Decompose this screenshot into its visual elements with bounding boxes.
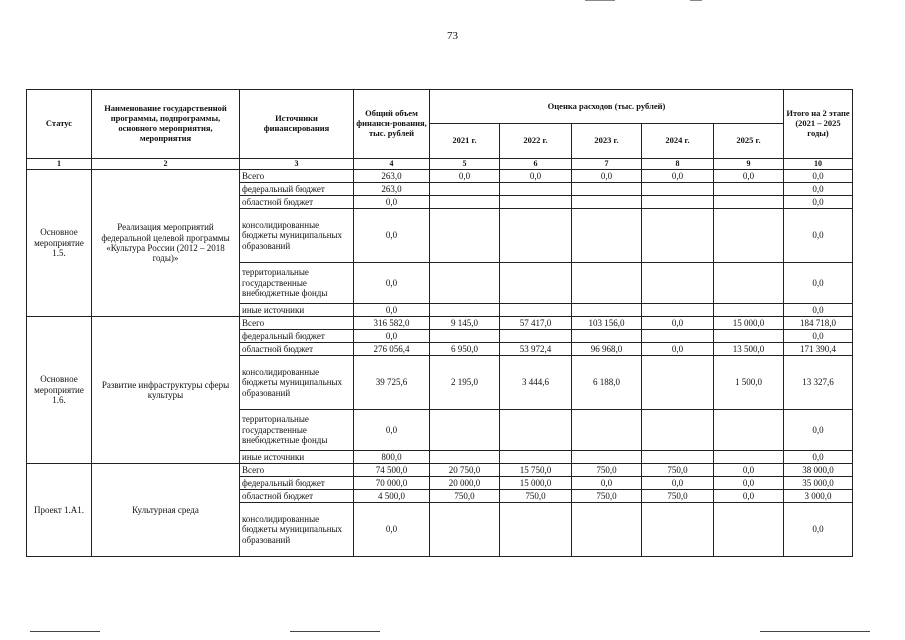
scan-mark — [760, 631, 870, 632]
year-value-cell: 750,0 — [572, 464, 642, 477]
column-number: 6 — [500, 159, 572, 170]
year-value-cell — [714, 304, 784, 317]
itogo-cell: 0,0 — [784, 330, 853, 343]
source-cell: территориальные государственные внебюджетные фонды — [240, 263, 354, 304]
scan-mark — [290, 631, 380, 632]
year-value-cell — [500, 503, 572, 557]
column-number: 4 — [354, 159, 430, 170]
total-cell: 4 500,0 — [354, 490, 430, 503]
year-value-cell — [430, 410, 500, 451]
year-value-cell — [642, 304, 714, 317]
total-cell: 0,0 — [354, 304, 430, 317]
source-cell: территориальные государственные внебюджетные фонды — [240, 410, 354, 451]
header-total: Общий объем финанси-рования, тыс. рублей — [354, 90, 430, 159]
year-value-cell: 750,0 — [572, 490, 642, 503]
year-value-cell — [572, 304, 642, 317]
total-cell: 263,0 — [354, 183, 430, 196]
column-number: 5 — [430, 159, 500, 170]
year-value-cell — [642, 183, 714, 196]
year-value-cell: 750,0 — [642, 464, 714, 477]
year-value-cell — [572, 183, 642, 196]
column-number: 7 — [572, 159, 642, 170]
year-value-cell — [642, 196, 714, 209]
year-value-cell: 15 750,0 — [500, 464, 572, 477]
year-value-cell — [642, 356, 714, 410]
itogo-cell: 0,0 — [784, 263, 853, 304]
source-cell: областной бюджет — [240, 343, 354, 356]
year-value-cell — [714, 209, 784, 263]
source-cell: иные источники — [240, 304, 354, 317]
year-value-cell — [642, 410, 714, 451]
year-value-cell: 750,0 — [500, 490, 572, 503]
scan-mark — [30, 631, 100, 632]
year-value-cell — [500, 410, 572, 451]
budget-table — [26, 89, 853, 557]
year-value-cell — [500, 263, 572, 304]
table-row — [27, 317, 853, 330]
year-value-cell: 0,0 — [642, 317, 714, 330]
itogo-cell: 13 327,6 — [784, 356, 853, 410]
status-cell: Проект 1.А1. — [27, 464, 92, 557]
year-value-cell: 13 500,0 — [714, 343, 784, 356]
year-value-cell: 20 750,0 — [430, 464, 500, 477]
source-cell: областной бюджет — [240, 196, 354, 209]
itogo-cell: 0,0 — [784, 503, 853, 557]
total-cell: 800,0 — [354, 451, 430, 464]
status-cell: Основное мероприятие 1.6. — [27, 317, 92, 464]
header-status: Статус — [27, 90, 92, 159]
year-value-cell: 0,0 — [642, 477, 714, 490]
total-cell: 0,0 — [354, 263, 430, 304]
header-estimate: Оценка расходов (тыс. рублей) — [430, 90, 784, 124]
total-cell: 316 582,0 — [354, 317, 430, 330]
itogo-cell: 0,0 — [784, 451, 853, 464]
source-cell: Всего — [240, 317, 354, 330]
total-cell: 0,0 — [354, 503, 430, 557]
source-cell: консолидированные бюджеты муниципальных образований — [240, 503, 354, 557]
year-value-cell — [430, 183, 500, 196]
year-value-cell: 53 972,4 — [500, 343, 572, 356]
source-cell: Всего — [240, 464, 354, 477]
year-value-cell — [572, 410, 642, 451]
year-value-cell — [500, 451, 572, 464]
column-number: 3 — [240, 159, 354, 170]
year-value-cell: 15 000,0 — [500, 477, 572, 490]
header-year: 2025 г. — [714, 124, 784, 159]
itogo-cell: 0,0 — [784, 170, 853, 183]
status-cell: Основное мероприятие 1.5. — [27, 170, 92, 317]
year-value-cell: 750,0 — [430, 490, 500, 503]
total-cell: 0,0 — [354, 330, 430, 343]
year-value-cell — [430, 451, 500, 464]
event-name-cell: Культурная среда — [92, 464, 240, 557]
year-value-cell — [572, 263, 642, 304]
year-value-cell: 0,0 — [714, 464, 784, 477]
total-cell: 263,0 — [354, 170, 430, 183]
total-cell: 0,0 — [354, 209, 430, 263]
year-value-cell: 1 500,0 — [714, 356, 784, 410]
year-value-cell: 6 188,0 — [572, 356, 642, 410]
total-cell: 0,0 — [354, 410, 430, 451]
year-value-cell — [500, 330, 572, 343]
year-value-cell: 2 195,0 — [430, 356, 500, 410]
year-value-cell: 20 000,0 — [430, 477, 500, 490]
column-number: 8 — [642, 159, 714, 170]
total-cell: 0,0 — [354, 196, 430, 209]
year-value-cell: 6 950,0 — [430, 343, 500, 356]
event-name-cell: Развитие инфраструктуры сферы культуры — [92, 317, 240, 464]
table-row — [27, 464, 853, 477]
year-value-cell — [714, 503, 784, 557]
year-value-cell — [714, 451, 784, 464]
year-value-cell — [714, 330, 784, 343]
year-value-cell: 0,0 — [714, 170, 784, 183]
itogo-cell: 0,0 — [784, 410, 853, 451]
year-value-cell: 9 145,0 — [430, 317, 500, 330]
year-value-cell — [714, 410, 784, 451]
itogo-cell: 0,0 — [784, 183, 853, 196]
year-value-cell — [500, 196, 572, 209]
year-value-cell: 0,0 — [714, 490, 784, 503]
header-year: 2022 г. — [500, 124, 572, 159]
year-value-cell — [572, 196, 642, 209]
column-number: 9 — [714, 159, 784, 170]
year-value-cell — [714, 263, 784, 304]
year-value-cell: 750,0 — [642, 490, 714, 503]
year-value-cell: 0,0 — [572, 477, 642, 490]
year-value-cell: 0,0 — [430, 170, 500, 183]
column-number: 1 — [27, 159, 92, 170]
year-value-cell — [642, 263, 714, 304]
year-value-cell: 0,0 — [642, 343, 714, 356]
column-number: 10 — [784, 159, 853, 170]
event-name-cell: Реализация мероприятий федеральной целевой программы «Культура России (2012 – 2018 годы)» — [92, 170, 240, 317]
total-cell: 276 056,4 — [354, 343, 430, 356]
header-year: 2024 г. — [642, 124, 714, 159]
source-cell: федеральный бюджет — [240, 477, 354, 490]
year-value-cell: 0,0 — [500, 170, 572, 183]
year-value-cell: 0,0 — [714, 477, 784, 490]
year-value-cell — [572, 209, 642, 263]
year-value-cell — [642, 451, 714, 464]
year-value-cell — [430, 263, 500, 304]
itogo-cell: 0,0 — [784, 304, 853, 317]
year-value-cell — [500, 183, 572, 196]
itogo-cell: 0,0 — [784, 209, 853, 263]
year-value-cell — [714, 196, 784, 209]
itogo-cell: 38 000,0 — [784, 464, 853, 477]
source-cell: консолидированные бюджеты муниципальных образований — [240, 356, 354, 410]
itogo-cell: 171 390,4 — [784, 343, 853, 356]
total-cell: 70 000,0 — [354, 477, 430, 490]
scan-mark — [690, 0, 702, 1]
source-cell: областной бюджет — [240, 490, 354, 503]
header-name: Наименование государственной программы, подпрограммы, основного мероприятия, мероприятия — [92, 90, 240, 159]
year-value-cell: 96 968,0 — [572, 343, 642, 356]
column-number: 2 — [92, 159, 240, 170]
itogo-cell: 184 718,0 — [784, 317, 853, 330]
year-value-cell: 15 000,0 — [714, 317, 784, 330]
year-value-cell — [572, 451, 642, 464]
source-cell: иные источники — [240, 451, 354, 464]
year-value-cell — [714, 183, 784, 196]
year-value-cell — [430, 209, 500, 263]
year-value-cell — [430, 304, 500, 317]
source-cell: федеральный бюджет — [240, 330, 354, 343]
source-cell: консолидированные бюджеты муниципальных образований — [240, 209, 354, 263]
header-year: 2023 г. — [572, 124, 642, 159]
year-value-cell: 0,0 — [642, 170, 714, 183]
year-value-cell: 0,0 — [572, 170, 642, 183]
page-number: 73 — [447, 30, 458, 42]
year-value-cell: 103 156,0 — [572, 317, 642, 330]
scan-mark — [585, 0, 615, 1]
header-sources: Источники финансирования — [240, 90, 354, 159]
header-year: 2021 г. — [430, 124, 500, 159]
year-value-cell — [500, 304, 572, 317]
itogo-cell: 0,0 — [784, 196, 853, 209]
table-row — [27, 170, 853, 183]
year-value-cell — [500, 209, 572, 263]
year-value-cell — [430, 503, 500, 557]
source-cell: Всего — [240, 170, 354, 183]
year-value-cell: 57 417,0 — [500, 317, 572, 330]
year-value-cell — [642, 209, 714, 263]
year-value-cell — [572, 503, 642, 557]
year-value-cell — [642, 503, 714, 557]
itogo-cell: 3 000,0 — [784, 490, 853, 503]
year-value-cell — [430, 196, 500, 209]
year-value-cell — [430, 330, 500, 343]
year-value-cell — [642, 330, 714, 343]
year-value-cell: 3 444,6 — [500, 356, 572, 410]
total-cell: 39 725,6 — [354, 356, 430, 410]
total-cell: 74 500,0 — [354, 464, 430, 477]
source-cell: федеральный бюджет — [240, 183, 354, 196]
year-value-cell — [572, 330, 642, 343]
column-numbers-row — [27, 159, 853, 170]
header-itogo: Итого на 2 этапе (2021 – 2025 годы) — [784, 90, 853, 159]
itogo-cell: 35 000,0 — [784, 477, 853, 490]
